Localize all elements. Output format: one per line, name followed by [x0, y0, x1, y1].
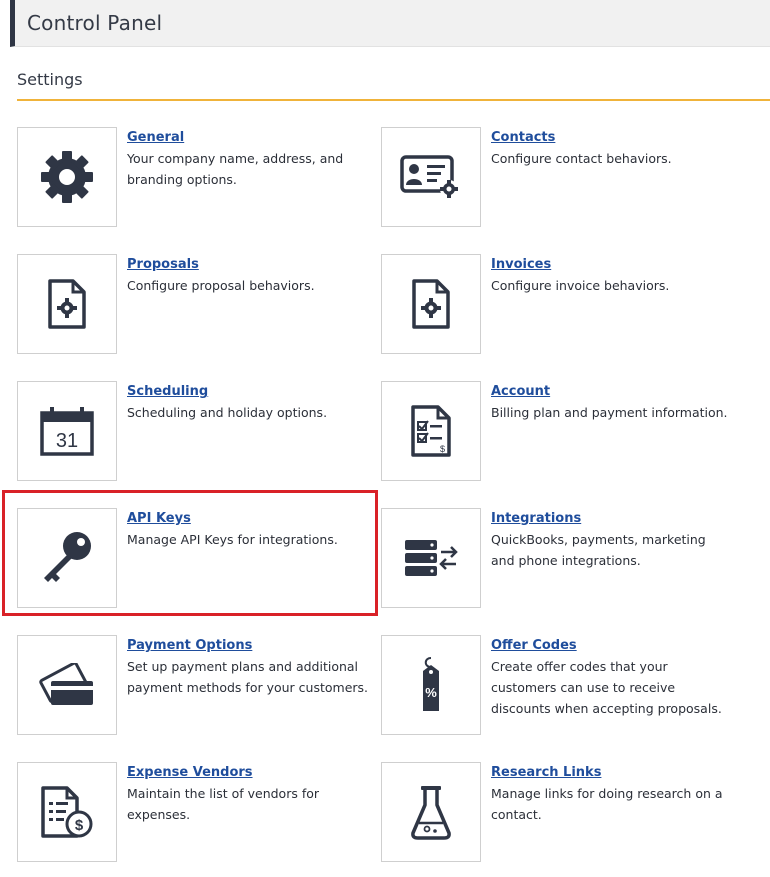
- offer-codes-link[interactable]: Offer Codes: [491, 638, 577, 653]
- tag-percent-text: %: [425, 685, 437, 700]
- account-link[interactable]: Account: [491, 384, 551, 399]
- offer-codes-description: Create offer codes that your customers can use to receive discounts when accepting proposals.: [491, 659, 722, 716]
- expense-vendors-tile[interactable]: [17, 762, 117, 862]
- page-header: [10, 0, 770, 47]
- document-gear-icon: [47, 278, 87, 330]
- section-divider: [17, 99, 770, 101]
- proposals-tile[interactable]: [17, 254, 117, 354]
- account-description: Billing plan and payment information.: [491, 405, 728, 420]
- server-exchange-icon: [403, 538, 459, 578]
- invoices-description: Configure invoice behaviors.: [491, 278, 670, 293]
- offer-codes-tile[interactable]: [381, 635, 481, 735]
- expense-vendors-description: Maintain the list of vendors for expenses.: [127, 786, 320, 822]
- expense-vendors-link[interactable]: Expense Vendors: [127, 765, 253, 780]
- contacts-link[interactable]: Contacts: [491, 130, 556, 145]
- contact-card-icon: [399, 152, 463, 202]
- contacts-tile[interactable]: [381, 127, 481, 227]
- calendar-day-text: 31: [55, 430, 79, 452]
- general-link[interactable]: General: [127, 130, 185, 145]
- proposals-description: Configure proposal behaviors.: [127, 278, 315, 293]
- document-gear-icon: [411, 278, 451, 330]
- api-keys-link[interactable]: API Keys: [127, 511, 191, 526]
- scheduling-link[interactable]: Scheduling: [127, 384, 209, 399]
- invoices-tile[interactable]: [381, 254, 481, 354]
- general-tile[interactable]: [17, 127, 117, 227]
- svg-text:$: $: [74, 817, 84, 834]
- payment-options-description: Set up payment plans and additional payment methods for your customers.: [127, 659, 369, 695]
- account-tile[interactable]: [381, 381, 481, 481]
- scheduling-tile[interactable]: [17, 381, 117, 481]
- tag-percent-icon: [411, 655, 451, 715]
- calendar-icon: [39, 405, 95, 457]
- integrations-tile[interactable]: [381, 508, 481, 608]
- flask-icon: [409, 783, 453, 841]
- api-keys-description: Manage API Keys for integrations.: [127, 532, 338, 547]
- payment-options-link[interactable]: Payment Options: [127, 638, 253, 653]
- research-links-tile[interactable]: [381, 762, 481, 862]
- invoices-link[interactable]: Invoices: [491, 257, 552, 272]
- contacts-description: Configure contact behaviors.: [491, 151, 672, 166]
- credit-card-icon: [37, 663, 97, 707]
- billing-checklist-icon: [410, 404, 452, 458]
- expense-document-icon: [39, 784, 95, 840]
- scheduling-description: Scheduling and holiday options.: [127, 405, 328, 420]
- svg-text:$: $: [440, 444, 446, 454]
- proposals-link[interactable]: Proposals: [127, 257, 199, 272]
- key-icon: [37, 528, 97, 588]
- page-title: Control Panel: [27, 11, 163, 35]
- research-links-description: Manage links for doing research on a contact.: [491, 786, 723, 822]
- gear-icon: [37, 147, 97, 207]
- payment-options-tile[interactable]: [17, 635, 117, 735]
- api-keys-tile[interactable]: [17, 508, 117, 608]
- research-links-link[interactable]: Research Links: [491, 765, 602, 780]
- general-description: Your company name, address, and branding options.: [127, 151, 344, 187]
- integrations-description: QuickBooks, payments, marketing and phone integrations.: [491, 532, 706, 568]
- section-title: Settings: [17, 70, 83, 89]
- integrations-link[interactable]: Integrations: [491, 511, 582, 526]
